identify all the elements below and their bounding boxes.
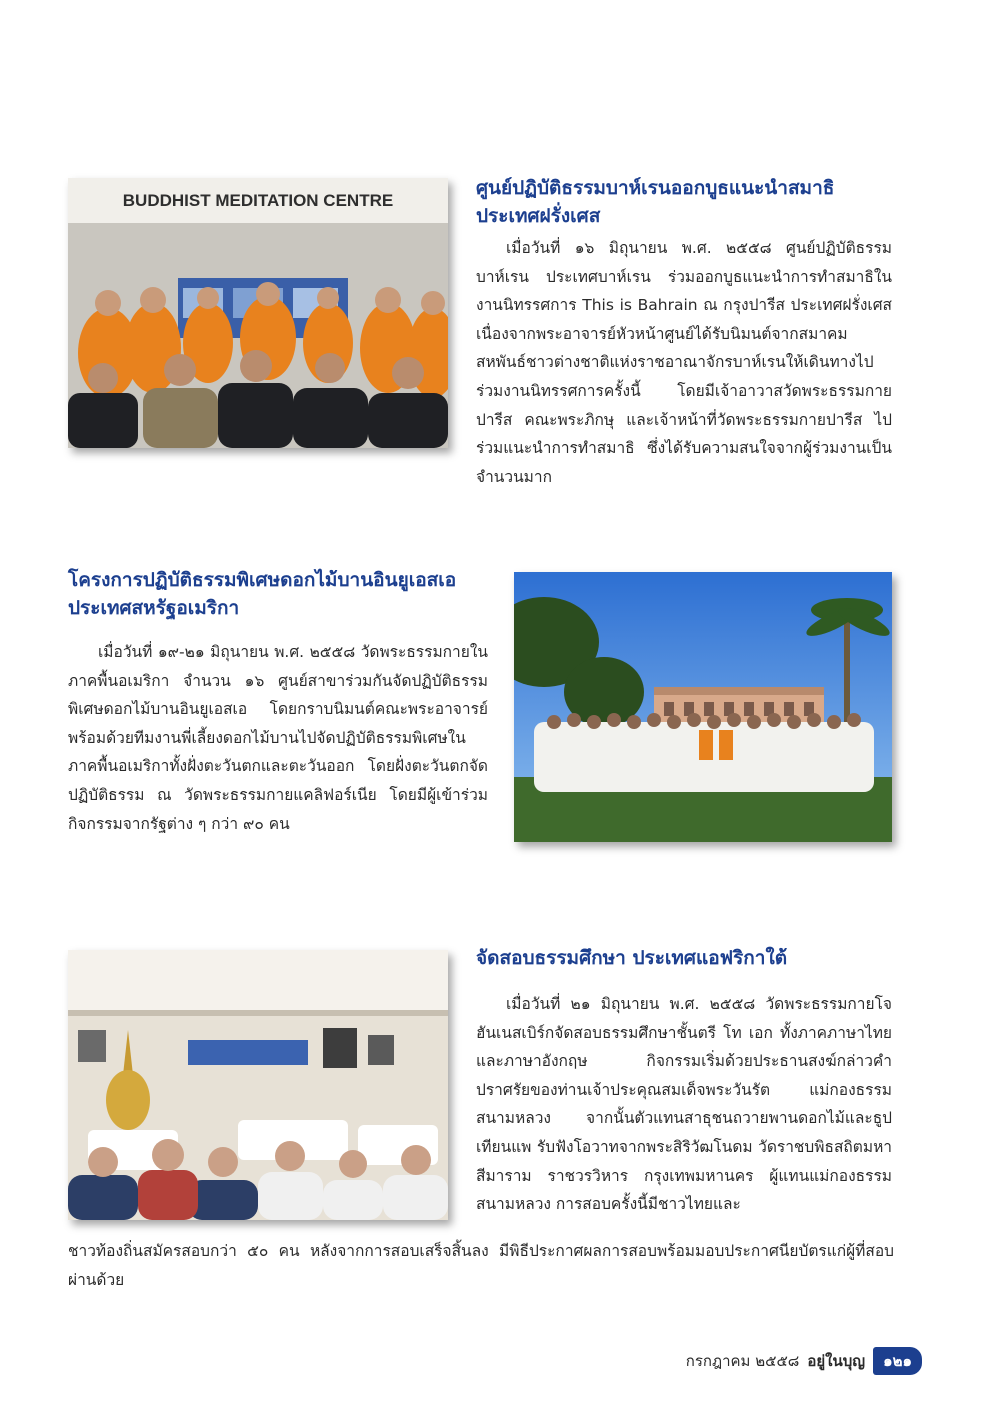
article-body-usa: เมื่อวันที่ ๑๙-๒๑ มิถุนายน พ.ศ. ๒๕๕๘ วัดพระธรรมกายในภาคพื้นอเมริกา จำนวน ๑๖ ศูนย์สาขาร่วมกันจัดปฏิบัติธรรมพิเศษดอกไม้บานอินยูเอสเอ โดยกราบนิมนต์คณะพระอาจารย์ พร้อมด้วยทีมงานพี่เลี้ยงดอกไม้บานไปจัดปฏิบัติธรรมพิเศษในภาคพื้นอเมริกาทั้งฝั่งตะวันตกและตะวันออก โดยฝั่งตะวันตกจัดปฏิบัติธรรม ณ วัดพระธรรมกายแคลิฟอร์เนีย โดยมีผู้เข้าร่วมกิจกรรมจากรัฐต่าง ๆ กว่า ๙๐ คน (68, 643, 488, 833)
footer-date: กรกฎาคม ๒๕๕๘ (685, 1352, 800, 1370)
article-heading-bahrain: ศูนย์ปฏิบัติธรรมบาห์เรนออกบูธแนะนำสมาธิ ประเทศฝรั่งเศส (476, 177, 835, 227)
article-heading-usa: โครงการปฏิบัติธรรมพิเศษดอกไม้บานอินยูเอสเอ ประเทศสหรัฐอเมริกา (68, 569, 457, 619)
photo-bahrain-booth (68, 178, 448, 448)
booth-sign: BUDDHIST MEDITATION CENTRE (122, 191, 394, 210)
exam-illustration (68, 950, 448, 1220)
retreat-illustration (514, 572, 892, 842)
magazine-title: อยู่ในบุญ (807, 1352, 866, 1370)
article-heading-southafrica: จัดสอบธรรมศึกษา ประเทศแอฟริกาใต้ (476, 947, 788, 969)
page-footer (686, 1346, 922, 1376)
booth-illustration (68, 178, 448, 448)
photo-usa-retreat (514, 572, 892, 842)
page-number: ๑๒๑ (873, 1347, 922, 1375)
article-body-bahrain: เมื่อวันที่ ๑๖ มิถุนายน พ.ศ. ๒๕๕๘ ศูนย์ปฏิบัติธรรมบาห์เรน ประเทศบาห์เรน ร่วมออกบูธแนะนำการทำสมาธิในงานนิทรรศการ This is Bahrain ณ กรุงปารีส ประเทศฝรั่งเศส เนื่องจากพระอาจารย์หัวหน้าศูนย์ได้รับนิมนต์จากสมาคมสหพันธ์ชาวต่างชาติแห่งราชอาณาจักรบาห์เรนให้เดินทางไปร่วมงานนิทรรศการครั้งนี้ โดยมีเจ้าอาวาสวัดพระธรรมกายปารีส คณะพระภิกษุ และเจ้าหน้าที่วัดพระธรรมกายปารีส ไปร่วมแนะนำการทำสมาธิ ซึ่งได้รับความสนใจจากผู้ร่วมงานเป็นจำนวนมาก (476, 239, 892, 486)
photo-southafrica-exam (68, 950, 448, 1220)
article-body-southafrica-continued: ชาวท้องถิ่นสมัครสอบกว่า ๕๐ คน หลังจากการสอบเสร็จสิ้นลง มีพิธีประกาศผลการสอบพร้อมมอบประกาศนียบัตรแก่ผู้ที่สอบผ่านด้วย (68, 1242, 894, 1289)
article-body-southafrica: เมื่อวันที่ ๒๑ มิถุนายน พ.ศ. ๒๕๕๘ วัดพระธรรมกายโจฮันเนสเบิร์กจัดสอบธรรมศึกษาชั้นตรี โท เอก ทั้งภาคภาษาไทยและภาษาอังกฤษ กิจกรรมเริ่มด้วยประธานสงฆ์กล่าวคำปราศรัยของท่านเจ้าประคุณสมเด็จพระวันรัต แม่กองธรรมสนามหลวง จากนั้นตัวแทนสาธุชนถวายพานดอกไม้และธูปเทียนแพ รับฟังโอวาทจากพระสิริวัฒโนดม วัดราชบพิธสถิตมหาสีมาราม ราชวรวิหาร กรุงเทพมหานคร ผู้แทนแม่กองธรรมสนามหลวง การสอบครั้งนี้มีชาวไทยและ (476, 995, 892, 1214)
